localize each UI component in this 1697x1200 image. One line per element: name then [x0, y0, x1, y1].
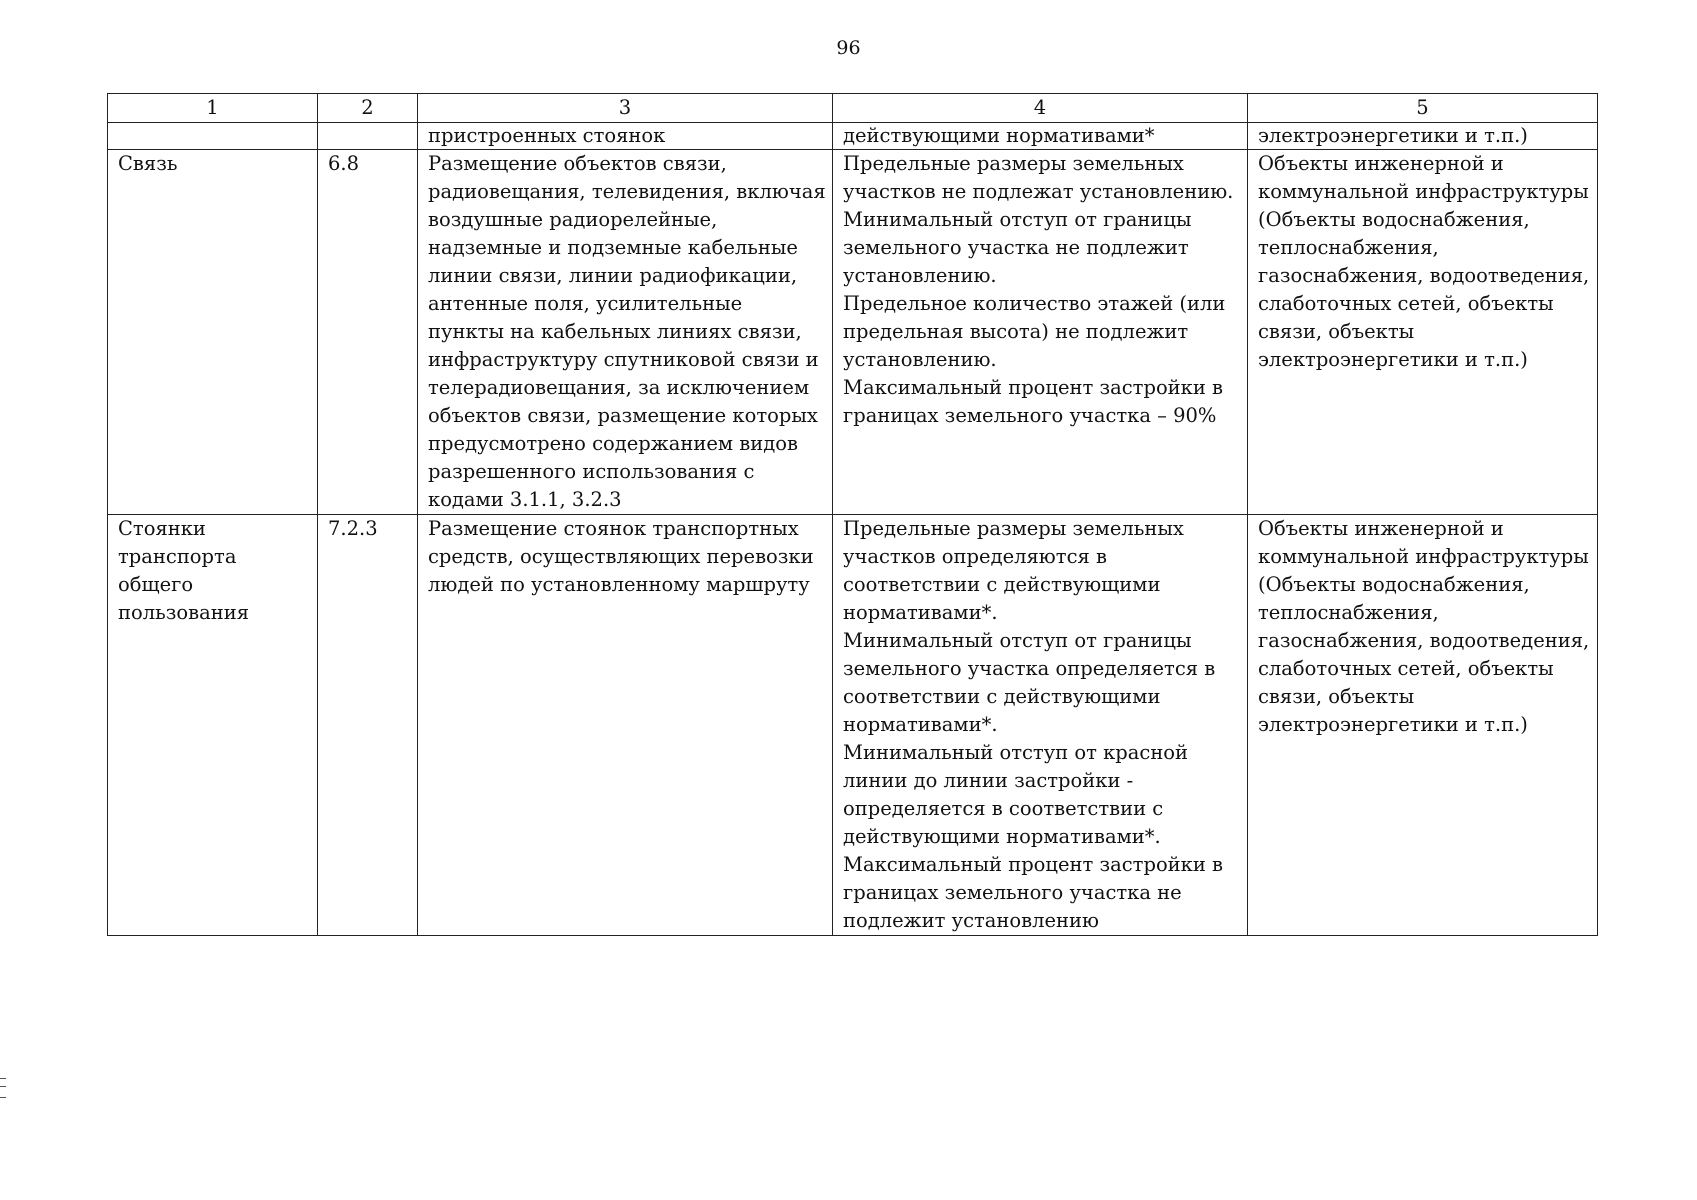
scan-margin-mark	[0, 1078, 6, 1098]
parameters-line: границах земельного участка – 90%	[843, 404, 1217, 427]
parameters-line: Предельные размеры земельных	[843, 517, 1184, 540]
parameters-line: установлению.	[843, 348, 997, 371]
parameters-line: Минимальный отступ от границы	[843, 208, 1192, 231]
auxiliary-line: слаботочных сетей, объекты	[1258, 657, 1554, 680]
auxiliary-line: связи, объекты	[1258, 685, 1415, 708]
parameters-line: нормативами*.	[843, 713, 998, 736]
parameters-line: Максимальный процент застройки в	[843, 853, 1224, 876]
parameters-line: подлежит установлению	[843, 909, 1100, 932]
table-row	[108, 515, 1598, 936]
auxiliary-line: (Объекты водоснабжения,	[1258, 208, 1530, 231]
parameters-line: границах земельного участка не	[843, 881, 1182, 904]
description-line: антенные поля, усилительные	[428, 292, 743, 315]
continuation-cell-parameters: действующими нормативами*	[833, 123, 1248, 150]
land-use-name-cell	[108, 150, 318, 515]
parameters-line: нормативами*.	[843, 601, 998, 624]
parameters-line: земельного участка определяется в	[843, 657, 1216, 680]
auxiliary-line: газоснабжения, водоотведения,	[1258, 264, 1590, 287]
parameters-line: предельная высота) не подлежит	[843, 320, 1189, 343]
description-line: линии связи, линии радиофикации,	[428, 264, 798, 287]
auxiliary-line: (Объекты водоснабжения,	[1258, 573, 1530, 596]
land-use-name-line: общего	[118, 573, 194, 596]
land-use-code-cell: 6.8	[318, 150, 418, 515]
parameters-line: Предельное количество этажей (или	[843, 292, 1226, 315]
continuation-cell-code	[318, 123, 418, 150]
column-number-2: 2	[318, 94, 418, 123]
auxiliary-line: связи, объекты	[1258, 320, 1415, 343]
table-row	[108, 150, 1598, 515]
auxiliary-uses-cell	[1248, 515, 1598, 936]
parameters-line: линии до линии застройки -	[843, 769, 1134, 792]
parameters-cell	[833, 150, 1248, 515]
description-cell	[418, 150, 833, 515]
auxiliary-line: электроэнергетики и т.п.)	[1258, 348, 1528, 371]
parameters-line: земельного участка не подлежит	[843, 236, 1189, 259]
continuation-cell-name	[108, 123, 318, 150]
parameters-line: Минимальный отступ от красной	[843, 741, 1189, 764]
parameters-line: участков определяются в	[843, 545, 1107, 568]
land-use-name-line: транспорта	[118, 545, 237, 568]
parameters-line: соответствии с действующими	[843, 573, 1161, 596]
column-number-3: 3	[418, 94, 833, 123]
description-line: Размещение стоянок транспортных	[428, 517, 799, 540]
description-line: надземные и подземные кабельные	[428, 236, 798, 259]
description-line: телерадиовещания, за исключением	[428, 376, 810, 399]
land-use-name-line: пользования	[118, 601, 250, 624]
auxiliary-line: коммунальной инфраструктуры	[1258, 545, 1589, 568]
parameters-line: определяется в соответствии с	[843, 797, 1164, 820]
continuation-cell-auxiliary: электроэнергетики и т.п.)	[1248, 123, 1598, 150]
page-number: 96	[836, 37, 861, 59]
description-line: пункты на кабельных линиях связи,	[428, 320, 802, 343]
description-line: радиовещания, телевидения, включая	[428, 180, 826, 203]
parameters-line: Минимальный отступ от границы	[843, 629, 1192, 652]
parameters-cell	[833, 515, 1248, 936]
parameters-line: действующими нормативами*.	[843, 825, 1161, 848]
land-use-code-cell: 7.2.3	[318, 515, 418, 936]
description-line: инфраструктуру спутниковой связи и	[428, 348, 819, 371]
auxiliary-line: Объекты инженерной и	[1258, 152, 1504, 175]
parameters-line: установлению.	[843, 264, 997, 287]
table-header-row	[108, 94, 1598, 123]
continuation-cell-description: пристроенных стоянок	[418, 123, 833, 150]
parameters-line: Предельные размеры земельных	[843, 152, 1184, 175]
continuation-row	[108, 123, 1598, 150]
description-line: средств, осуществляющих перевозки	[428, 545, 814, 568]
description-line: Размещение объектов связи,	[428, 152, 727, 175]
description-cell	[418, 515, 833, 936]
column-number-4: 4	[833, 94, 1248, 123]
description-line: предусмотрено содержанием видов	[428, 432, 798, 455]
land-use-name-line: Стоянки	[118, 517, 206, 540]
auxiliary-line: газоснабжения, водоотведения,	[1258, 629, 1590, 652]
description-line: объектов связи, размещение которых	[428, 404, 818, 427]
parameters-line: Максимальный процент застройки в	[843, 376, 1224, 399]
auxiliary-uses-cell	[1248, 150, 1598, 515]
description-line: кодами 3.1.1, 3.2.3	[428, 488, 622, 511]
column-number-5: 5	[1248, 94, 1598, 123]
land-use-name-line: Связь	[118, 152, 178, 175]
land-use-table	[107, 93, 1598, 936]
auxiliary-line: Объекты инженерной и	[1258, 517, 1504, 540]
auxiliary-line: теплоснабжения,	[1258, 601, 1439, 624]
parameters-line: участков не подлежат установлению.	[843, 180, 1234, 203]
description-line: разрешенного использования с	[428, 460, 755, 483]
description-line: воздушные радиорелейные,	[428, 208, 718, 231]
parameters-line: соответствии с действующими	[843, 685, 1161, 708]
auxiliary-line: слаботочных сетей, объекты	[1258, 292, 1554, 315]
description-line: людей по установленному маршруту	[428, 573, 810, 596]
auxiliary-line: электроэнергетики и т.п.)	[1258, 713, 1528, 736]
land-use-name-cell	[108, 515, 318, 936]
auxiliary-line: коммунальной инфраструктуры	[1258, 180, 1589, 203]
auxiliary-line: теплоснабжения,	[1258, 236, 1439, 259]
column-number-1: 1	[108, 94, 318, 123]
